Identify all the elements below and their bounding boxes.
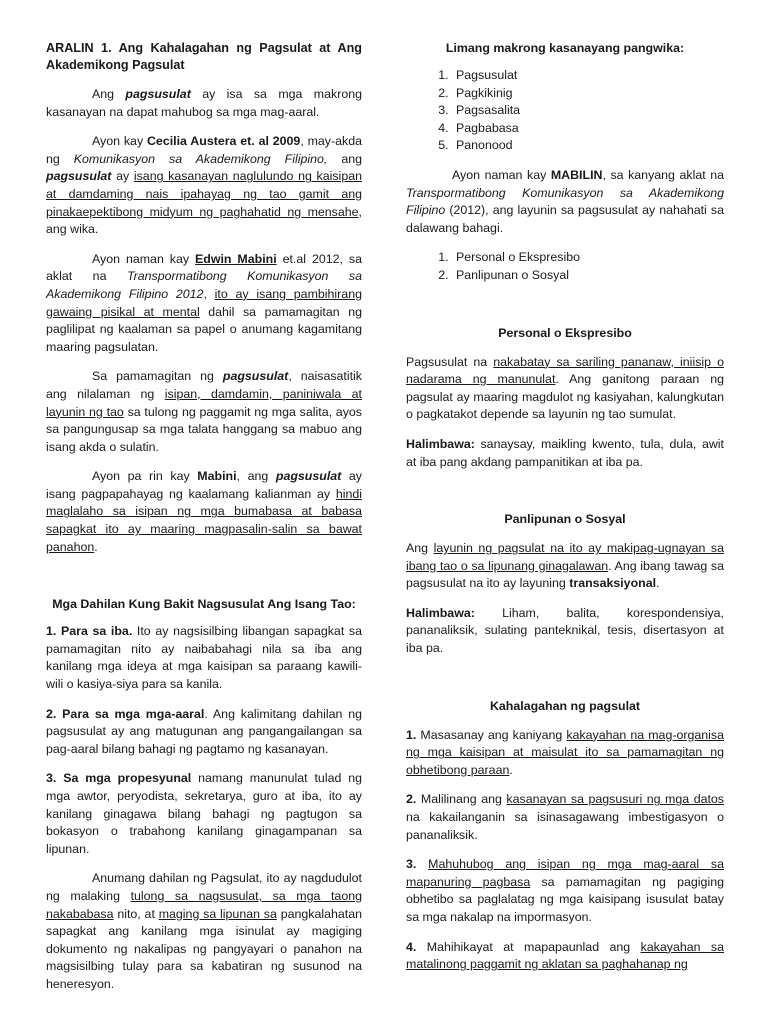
reason-item: 2. Para sa mga mga-aaral. Ang kalimitang dahilan ng pagsusulat ay ang matugunan ang pangangailangan sa pag-aaral bilang bahagi ng pagtamo ng kasanayan. (46, 706, 362, 756)
reason-item: 3. Sa mga propesyunal namang manunulat tulad ng mga awtor, peryodista, sekretarya, guro at iba, ito ay kanilang ginagawa bilang bahagi ng pagtugon sa bokasyon o trabahong kanilang ginagampanan sa lipunan. (46, 771, 363, 856)
list-item: 1. Pagsusulat (452, 67, 724, 85)
paragraph-austera: Ayon kay Cecilia Austera et. al 2009, may-akda ng Komunikasyon sa Akademikong Filipino, ang pagsusulat ay isang kasanayan naglulundo ng kaisipan at damdaming nais ipahayag ng tao gamit ang pinakaepektibong midyum ng paghahatid ng mensahe, ang wika. (46, 134, 363, 237)
list-item: 3. Pagsasalita (452, 102, 724, 120)
skills-list (406, 67, 724, 155)
list-item: 2. Panlipunan o Sosyal (452, 267, 724, 285)
importance-item: 1. Masasanay ang kaniyang kakayahan na mag-organisa ng mga kaisipan at maisulat ito sa pamamagitan ng obhetibong paraan. (406, 727, 724, 777)
importance-item: 4. Mahihikayat at mapapaunlad ang kakayahan sa matalinong paggamit ng aklatan sa paghahanap ng (406, 939, 724, 972)
reason-item: 1. Para sa iba. Ito ay nagsisilbing libangan sapagkat sa pamamagitan nito ay naibabahagi nila sa iba ang kanilang mga ideya at mga kaisipan sa paraang kawili-wili o kasiya-siya para sa kanila. (46, 624, 362, 692)
section-heading-social: Panlipunan o Sosyal (504, 512, 626, 527)
list-item: 5. Panonood (452, 137, 724, 155)
importance-item: 2. Malilinang ang kasanayan sa pagsusuri ng mga datos na kakailanganin sa isinasagawang imbestigasyon o pananaliksik. (406, 792, 724, 842)
list-item: 4. Pagbabasa (452, 120, 724, 138)
importance-item: 3. Mahuhubog ang isipan ng mga mag-aaral sa mapanuring pagbasa sa pamamagitan ng pagiging obhetibo sa paglalatag ng mga kaisipang isusulat batay sa mga nakalap na impormasyon. (406, 857, 724, 924)
section-heading-importance: Kahalagahan ng pagsulat (489, 698, 641, 713)
paragraph-personal-example: Halimbawa: sanaysay, maikling kwento, tula, dula, awit at iba pang akdang pampanitikan at iba pa. (406, 436, 724, 469)
paragraph-intro: Ang pagsusulat ay isa sa mga makrong kasanayan na dapat mahubog sa mga mag-aaral. (46, 87, 362, 119)
left-column (46, 40, 362, 1006)
paragraph-social-example: Halimbawa: Liham, balita, korespondensiya, pananaliksik, sulating panteknikal, tesis, disertasyon at iba pa. (406, 605, 724, 656)
paragraph-mabini-2: Ayon pa rin kay Mabini, ang pagsusulat ay isang pagpapahayag ng kaalamang kalianman ay hindi maglalaho sa isipan ng mga bumabasa at babasa sapagkat ito ay maaring magpasalin-salin sa bawat panahon. (46, 469, 363, 554)
list-item: 2. Pagkikinig (452, 85, 724, 103)
paragraph-social: Ang layunin ng pagsulat na ito ay makipag-ugnayan sa ibang tao o sa lipunang ginagalawan. Ang ibang tawag sa pagsusulat na ito ay layuning transaksiyonal. (406, 541, 724, 591)
list-item: 1. Personal o Ekspresibo (452, 249, 724, 267)
paragraph-personal: Pagsusulat na nakabatay sa sariling pananaw, iniisip o nadarama ng manunulat. Ang ganitong paraan ng pagsulat ay maaring magdulot ng kasiyahan, kalungkutan o pagkatakot depende sa layunin ng tao sumulat. (406, 354, 724, 422)
paragraph-mabini: Ayon naman kay Edwin Mabini et.al 2012, sa aklat na Transpormatibong Komunikasyon sa Akademikong Filipino 2012, ito ay isang pambihirang gawaing pisikal at mental dahil sa pamamagitan ng paglilipat ng kaalaman sa papel o anumang kagamitang maaring pagsulatan. (46, 251, 362, 354)
right-column (406, 40, 724, 986)
paragraph-conclusion: Anumang dahilan ng Pagsulat, ito ay nagdudulot ng malaking tulong sa nagsusulat, sa mga taong nakababasa nito, at maging sa lipunan sa pangkalahatan sapagkat ang kanilang mga isinulat ay magiging dokumento ng nakalipas ng pangyayari o panahon na magsisilbing tulay para sa kabatiran ng susunod na heneresyon. (46, 871, 362, 991)
purpose-list (406, 249, 724, 284)
paragraph-pamamagitan: Sa pamamagitan ng pagsusulat, naisasatitik ang nilalaman ng isipan, damdamin, paniniwala at layunin ng tao sa tulong ng paggamit ng mga salita, ayos sa pangungusap sa mga talata hanggang sa mabuo ang isang akda o sulatin. (46, 369, 363, 454)
section-heading-personal: Personal o Ekspresibo (498, 325, 632, 340)
section-heading-skills: Limang makrong kasanayang pangwika: (445, 41, 685, 55)
paragraph-mabilin: Ayon naman kay MABILIN, sa kanyang aklat na Transpormatibong Komunikasyon sa Akademikong Filipino (2012), ang layunin sa pagsusulat ay nahahati sa dalawang bahagi. (406, 167, 724, 235)
section-heading-reasons: Mga Dahilan Kung Bakit Nagsusulat Ang Isang Tao: (52, 597, 356, 612)
lesson-title: ARALIN 1. Ang Kahalagahan ng Pagsulat at Ang Akademikong Pagsulat (46, 41, 362, 72)
